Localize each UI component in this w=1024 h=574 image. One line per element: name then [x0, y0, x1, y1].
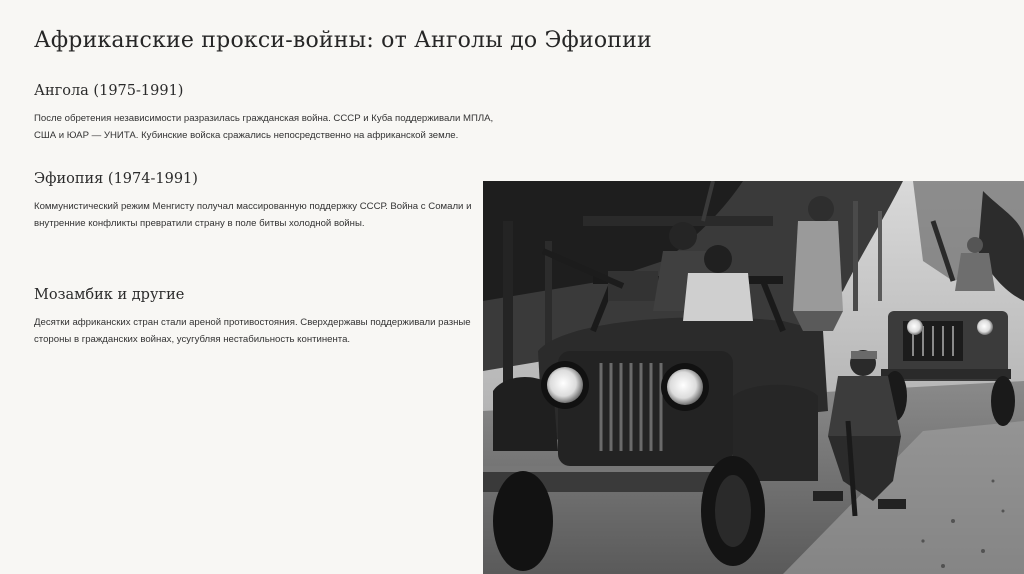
section-mozambique [34, 287, 504, 348]
section-text-angola: После обретения независимости разразилась гражданская война. СССР и Куба поддерживали МПЛА, США и ЮАР — УНИТА. Кубинские войска сражались непосредственно на африканской земле. [34, 113, 494, 141]
section-heading-angola: Ангола (1975-1991) [34, 83, 184, 99]
section-text-mozambique: Десятки африканских стран стали ареной противостояния. Сверхдержавы поддерживали разные стороны в гражданских войнах, усугубляя нестабильность континента. [34, 317, 471, 345]
slide-title: Африканские прокси-войны: от Анголы до Эфиопии [34, 28, 652, 53]
section-text-ethiopia: Коммунистический режим Менгисту получал массированную поддержку СССР. Война с Сомали и внутренние конфликты превратили страну в поле битвы холодной войны. [34, 201, 472, 229]
section-heading-ethiopia: Эфиопия (1974-1991) [34, 171, 198, 187]
section-ethiopia [34, 171, 504, 232]
historical-photo [483, 181, 1024, 574]
photo-illustration [483, 181, 1024, 574]
section-heading-mozambique: Мозамбик и другие [34, 287, 185, 303]
section-angola [34, 83, 504, 144]
